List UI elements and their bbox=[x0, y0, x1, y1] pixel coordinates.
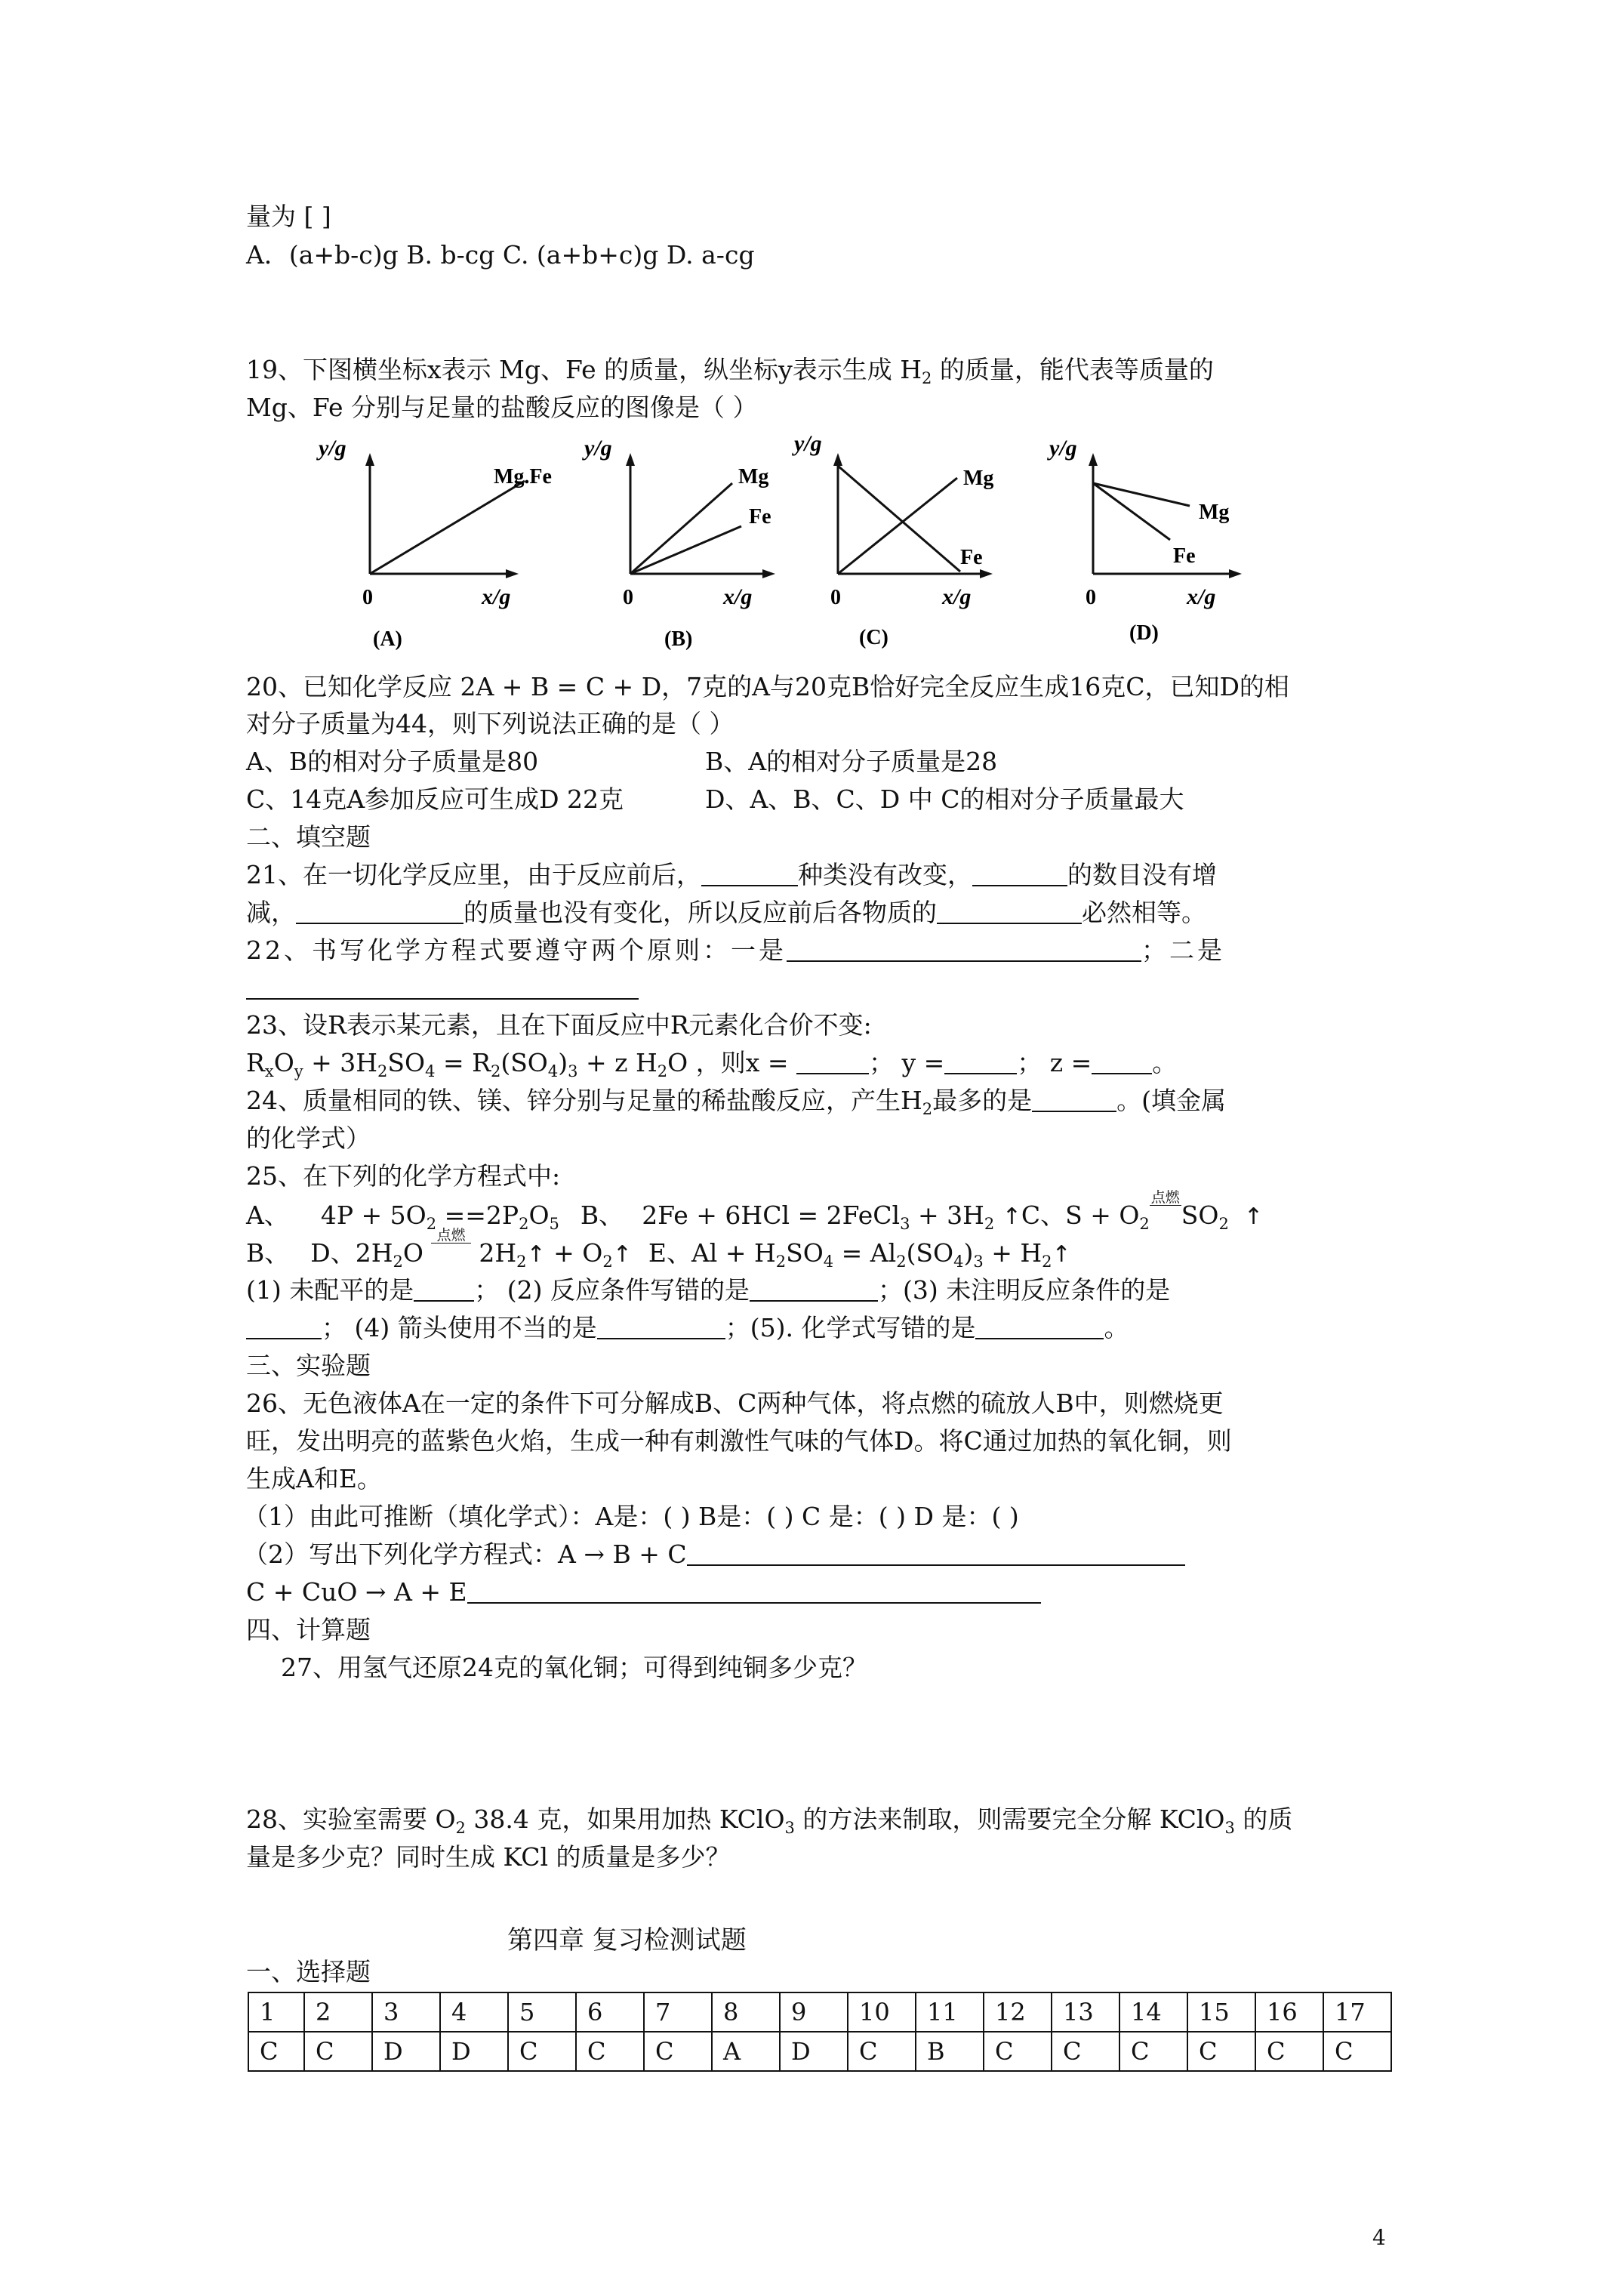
page-number: 4 bbox=[1372, 2225, 1386, 2250]
answer-value-cell: C bbox=[848, 2032, 916, 2071]
q20-option-b: B、A的相对分子质量是28 bbox=[705, 747, 998, 776]
answer-number-cell: 11 bbox=[916, 1992, 984, 2032]
answer-number-cell: 2 bbox=[304, 1992, 372, 2032]
answer-value-cell: C bbox=[1119, 2032, 1187, 2071]
blank[interactable] bbox=[246, 1315, 322, 1339]
answer-value-cell: C bbox=[1052, 2032, 1119, 2071]
q21-line1: 21、在一切化学反应里，由于反应前后， 种类没有改变， 的数目没有增 bbox=[246, 860, 1217, 889]
graph-c bbox=[785, 431, 1012, 653]
q23-equation: $R_xO_y + 3H_2SO_4 = R_2(SO_4)_3 + z$ $H_2O$ ，则x = ； y = ； z = 。 bbox=[246, 1048, 1178, 1080]
series-label-fe: Fe bbox=[1173, 544, 1196, 568]
blank[interactable] bbox=[750, 1277, 878, 1302]
blank-y[interactable] bbox=[944, 1050, 1017, 1074]
answer-value-cell: D bbox=[372, 2032, 440, 2071]
blank[interactable] bbox=[975, 1315, 1104, 1339]
blank[interactable] bbox=[246, 975, 639, 1000]
answer-value-row bbox=[248, 2032, 1391, 2071]
answer-number-cell: 8 bbox=[712, 1992, 780, 2032]
q20-options-row1 bbox=[246, 747, 1394, 777]
answer-number-cell: 12 bbox=[984, 1992, 1052, 2032]
y-axis-label: y/g bbox=[1049, 436, 1077, 461]
q20-stem-line2: 对分子质量为44，则下列说法正确的是（ ） bbox=[246, 709, 735, 738]
q20-option-c: C、14克A参加反应可生成D 22克 bbox=[246, 784, 624, 814]
q26-line6: C + CuO → A + E bbox=[246, 1577, 1394, 1607]
answer-key-section: 一、选择题 bbox=[246, 1957, 371, 1986]
series-line-fe bbox=[838, 466, 960, 572]
q25-blanks-row2: ； (4) 箭头使用不当的是 ；(5). 化学式写错的是 。 bbox=[246, 1313, 1394, 1343]
blank[interactable] bbox=[1032, 1088, 1116, 1112]
q19-stem-line2: Mg、Fe 分别与足量的盐酸反应的图像是（ ） bbox=[246, 393, 758, 422]
blank[interactable] bbox=[701, 862, 798, 886]
y-axis-arrow bbox=[1089, 453, 1098, 466]
y-axis-label: y/g bbox=[319, 436, 346, 461]
q20-option-a: A、B的相对分子质量是80 bbox=[246, 747, 539, 776]
q25-blanks-row1: (1) 未配平的是 ； (2) 反应条件写错的是 ；(3) 未注明反应条件的是 bbox=[246, 1275, 1171, 1305]
graph-b bbox=[574, 434, 800, 653]
answer-value-cell: C bbox=[1323, 2032, 1391, 2071]
answer-value-cell: C bbox=[984, 2032, 1052, 2071]
answer-value-cell: C bbox=[248, 2032, 304, 2071]
q24-line2: 的化学式） bbox=[246, 1123, 371, 1153]
series-line-mg bbox=[630, 483, 732, 574]
blank[interactable] bbox=[597, 1315, 725, 1339]
section-experiment: 三、实验题 bbox=[246, 1351, 371, 1380]
answer-value-cell: D bbox=[440, 2032, 508, 2071]
q23-stem: 23、设R表示某元素，且在下面反应中R元素化合价不变: bbox=[246, 1010, 872, 1040]
origin-label: 0 bbox=[623, 586, 633, 609]
y-axis-arrow bbox=[833, 453, 842, 466]
graph-tag: (A) bbox=[373, 627, 402, 651]
blank-x[interactable] bbox=[796, 1050, 869, 1074]
q22-line2 bbox=[246, 973, 1394, 1003]
q26-line5: （2）写出下列化学方程式：A → B + C bbox=[243, 1539, 1390, 1570]
series-label: Mg.Fe bbox=[494, 465, 552, 488]
series-label-mg: Mg bbox=[963, 467, 994, 490]
q26-line3: 生成A和E。 bbox=[246, 1464, 382, 1493]
x-axis-arrow bbox=[506, 569, 519, 578]
blank[interactable] bbox=[972, 862, 1067, 886]
series-label-mg: Mg bbox=[738, 465, 769, 488]
blank[interactable] bbox=[467, 1579, 1041, 1604]
section-fill-in: 二、填空题 bbox=[246, 822, 371, 852]
answer-value-cell: D bbox=[780, 2032, 848, 2071]
answer-value-cell: C bbox=[1187, 2032, 1255, 2071]
x-axis-label: x/g bbox=[482, 584, 511, 609]
answer-number-cell: 13 bbox=[1052, 1992, 1119, 2032]
x-axis-arrow bbox=[762, 569, 775, 578]
y-axis-arrow bbox=[365, 453, 374, 466]
origin-label: 0 bbox=[1086, 586, 1096, 609]
q28-line2: 量是多少克？同时生成 KCl 的质量是多少？ bbox=[246, 1842, 731, 1872]
blank[interactable] bbox=[787, 938, 1141, 962]
q25-equations-row2: B、 D、$2H_2O$ 点燃 $2H_2↑$ + $O_2↑$ E、$Al + H_2SO_4 = Al_2(SO_4)_3$ + $H_2↑$ bbox=[246, 1227, 1071, 1271]
series-label-fe: Fe bbox=[749, 505, 771, 529]
answer-number-cell: 10 bbox=[848, 1992, 916, 2032]
q26-line2: 旺，发出明亮的蓝紫色火焰，生成一种有刺激性气味的气体D。将C通过加热的氧化铜，则 bbox=[246, 1426, 1232, 1456]
blank-z[interactable] bbox=[1092, 1050, 1152, 1074]
answer-value-cell: A bbox=[712, 2032, 780, 2071]
series-line-mg bbox=[838, 478, 957, 574]
answer-number-cell: 9 bbox=[780, 1992, 848, 2032]
answer-key-title: 第四章 复习检测试题 bbox=[507, 1925, 747, 1955]
answer-number-cell: 14 bbox=[1119, 1992, 1187, 2032]
series-line-fe bbox=[630, 526, 741, 574]
x-axis-label: x/g bbox=[1187, 584, 1216, 609]
answer-number-cell: 7 bbox=[644, 1992, 712, 2032]
q18-options: A．(a+b-c)g B. b-cg C. (a+b+c)g D. a-cg bbox=[246, 240, 755, 270]
answer-number-cell: 5 bbox=[508, 1992, 576, 2032]
q25-equations-row1: A、 $4P + 5O_2 ==2P_2O_5$ B、 2Fe + 6HCl = 2FeCl$_3$ + $3H_2$ ↑C、$S + O_2$ 点燃 $SO_2$ ↑ bbox=[246, 1189, 1263, 1233]
origin-label: 0 bbox=[362, 586, 373, 609]
q20-stem-line1: 20、已知化学反应 2A + B = C + D，7克的A与20克B恰好完全反应生成16克C，已知D的相 bbox=[246, 672, 1289, 701]
answer-number-cell: 6 bbox=[576, 1992, 644, 2032]
blank[interactable] bbox=[937, 900, 1082, 924]
q21-line2: 减， 的质量也没有变化，所以反应前后各物质的 必然相等。 bbox=[246, 898, 1206, 927]
x-axis-label: x/g bbox=[942, 584, 972, 609]
graph-d bbox=[1042, 434, 1268, 653]
series-label-fe: Fe bbox=[960, 546, 983, 569]
origin-label: 0 bbox=[830, 586, 841, 609]
answer-value-cell: C bbox=[1255, 2032, 1323, 2071]
y-axis-label: y/g bbox=[584, 436, 612, 461]
series-line-mgfe bbox=[370, 481, 525, 574]
answer-number-cell: 1 bbox=[248, 1992, 304, 2032]
q18-stem: 量为 [ ] bbox=[246, 202, 331, 231]
blank[interactable] bbox=[414, 1277, 474, 1302]
answer-number-cell: 16 bbox=[1255, 1992, 1323, 2032]
x-axis-label: x/g bbox=[723, 584, 753, 609]
q20-option-d: D、A、B、C、D 中 C的相对分子质量最大 bbox=[705, 784, 1184, 814]
graph-a bbox=[310, 434, 552, 653]
series-label-mg: Mg bbox=[1199, 501, 1230, 524]
q27-stem: 27、用氢气还原24克的氧化铜；可得到纯铜多少克？ bbox=[281, 1653, 867, 1682]
answer-number-cell: 3 bbox=[372, 1992, 440, 2032]
graph-tag: (D) bbox=[1129, 621, 1159, 645]
section-calculation: 四、计算题 bbox=[246, 1615, 371, 1644]
q20-options-row2 bbox=[246, 784, 1394, 815]
graph-tag: (B) bbox=[664, 627, 693, 651]
answer-value-cell: C bbox=[644, 2032, 712, 2071]
x-axis-arrow bbox=[1229, 569, 1242, 578]
y-axis-arrow bbox=[626, 453, 635, 466]
answer-number-cell: 4 bbox=[440, 1992, 508, 2032]
graph-tag: (C) bbox=[859, 626, 888, 649]
q26-line4: （1）由此可推断（填化学式）：A是：( ) B是：( ) C 是：( ) D 是：( ) bbox=[243, 1502, 1019, 1531]
q19-stem-line1: 19、下图横坐标x表示 Mg、Fe 的质量，纵坐标y表示生成 $H_2$ 的质量，能代表等质量的 bbox=[246, 355, 1214, 387]
answer-value-cell: C bbox=[576, 2032, 644, 2071]
y-axis-label: y/g bbox=[794, 431, 822, 456]
answer-number-row bbox=[248, 1992, 1391, 2032]
answer-value-cell: C bbox=[508, 2032, 576, 2071]
answer-number-cell: 15 bbox=[1187, 1992, 1255, 2032]
answer-value-cell: B bbox=[916, 2032, 984, 2071]
answer-value-cell: C bbox=[304, 2032, 372, 2071]
blank[interactable] bbox=[687, 1542, 1185, 1566]
q22-line1: 22、书写化学方程式要遵守两个原则：一是 ；二是 bbox=[246, 935, 1225, 965]
answer-number-cell: 17 bbox=[1323, 1992, 1391, 2032]
answer-table bbox=[248, 1992, 1392, 2072]
q26-line1: 26、无色液体A在一定的条件下可分解成B、C两种气体，将点燃的硫放人B中，则燃烧更 bbox=[246, 1388, 1224, 1418]
q25-stem: 25、在下列的化学方程式中: bbox=[246, 1161, 561, 1191]
q28-line1: 28、实验室需要 $O_2$ 38.4 克，如果用加热 KClO$_3$ 的方法来制取，则需要完全分解 KClO$_3$ 的质 bbox=[246, 1804, 1293, 1837]
blank[interactable] bbox=[296, 900, 463, 924]
q24-line1: 24、质量相同的铁、镁、锌分别与足量的稀盐酸反应，产生$H_2$最多的是 。(填金属 bbox=[246, 1086, 1227, 1118]
x-axis-arrow bbox=[980, 569, 993, 578]
